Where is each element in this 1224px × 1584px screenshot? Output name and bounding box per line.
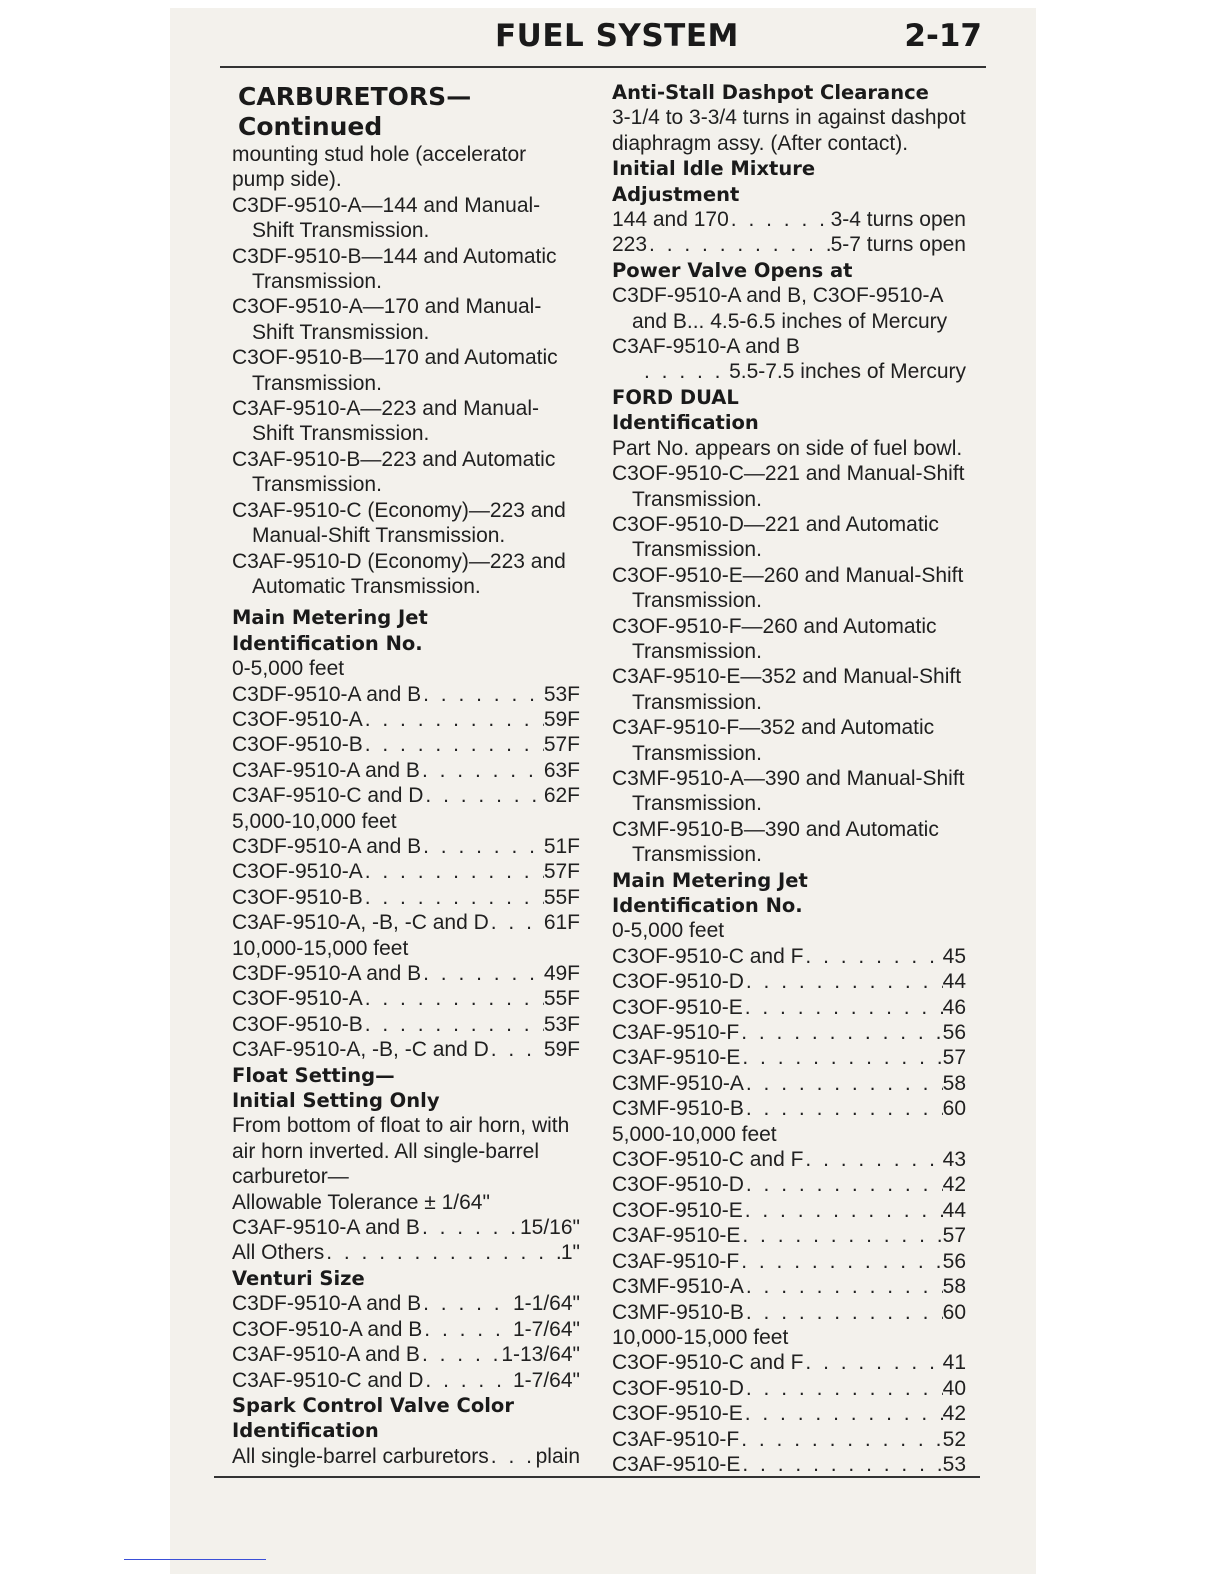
spec-part: C3OF-9510-C and F	[612, 1351, 804, 1375]
spec-part: C3MF-9510-B	[612, 1300, 744, 1324]
subheading-dashpot: Anti-Stall Dashpot Clearance	[612, 81, 929, 104]
spec-part: C3AF-9510-A and B	[232, 1343, 420, 1367]
spec-value: 41	[942, 1351, 966, 1375]
altitude-label: 0-5,000 feet	[612, 919, 725, 943]
part-description: C3AF-9510-C (Economy)—223 and Manual-Shift Transmission.	[232, 498, 566, 548]
spec-value: 1-7/64"	[513, 1317, 580, 1341]
spec-row	[232, 1342, 580, 1367]
part-description: C3MF-9510-A—390 and Manual-Shift Transmission.	[612, 766, 965, 816]
subheading-line: Identification No.	[232, 631, 423, 655]
spec-row	[612, 1223, 966, 1248]
spec-value: 44	[942, 970, 966, 994]
footer-link-underline	[124, 1559, 266, 1560]
spec-part: C3OF-9510-B	[232, 733, 363, 757]
dot-leader	[740, 1452, 942, 1477]
spec-part: C3AF-9510-E	[612, 1224, 741, 1248]
power-valve-sub: C3AF-9510-A and B	[612, 335, 800, 359]
dot-leader	[744, 1096, 943, 1121]
dot-leader	[744, 1071, 943, 1096]
subheading-main-metering-jet	[232, 605, 580, 656]
spec-value: 5.5-7.5 inches of Mercury	[729, 360, 966, 384]
subheading-line: Identification No.	[612, 894, 803, 917]
spec-part: C3AF-9510-E	[612, 1046, 741, 1070]
spec-value: 62F	[543, 784, 580, 808]
section-title	[232, 82, 580, 142]
spec-value: 59F	[543, 707, 580, 731]
spec-part: C3DF-9510-A and B	[232, 1292, 422, 1316]
dot-leader	[420, 1342, 501, 1367]
spec-value: 56	[942, 1249, 966, 1273]
subheading-line: Initial Idle Mixture	[612, 157, 816, 181]
spec-row	[612, 1147, 966, 1172]
spec-part: C3AF-9510-A and B	[232, 1216, 420, 1240]
spec-part: C3OF-9510-E	[612, 1198, 743, 1222]
altitude-label: 10,000-15,000 feet	[232, 936, 409, 960]
subheading-spark-control	[232, 1393, 580, 1444]
spec-part: All Others	[232, 1241, 325, 1265]
spec-value: 55F	[543, 885, 580, 909]
dot-leader	[363, 707, 544, 732]
dot-leader	[363, 1012, 544, 1037]
spec-row	[612, 1452, 966, 1477]
spec-part: C3AF-9510-A, -B, -C and D	[232, 1038, 489, 1062]
spec-row	[232, 758, 580, 783]
part-description: C3DF-9510-B—144 and Automatic Transmission.	[232, 244, 557, 294]
spec-value: 42	[942, 1173, 966, 1197]
spec-part: C3OF-9510-A and B	[232, 1317, 423, 1341]
subheading-line: Main Metering Jet	[232, 606, 428, 630]
subheading-line: Main Metering Jet	[612, 868, 808, 892]
spec-part: C3OF-9510-E	[612, 1402, 743, 1426]
spec-value: 53F	[543, 1012, 580, 1036]
spec-value: 1-7/64"	[513, 1368, 580, 1392]
header-rule	[220, 66, 986, 68]
spec-part: C3OF-9510-C and F	[612, 944, 804, 968]
spec-row	[612, 1198, 966, 1223]
spec-row	[612, 1427, 966, 1452]
spec-part: C3OF-9510-A	[232, 987, 363, 1011]
subheading-float-setting	[232, 1063, 580, 1114]
dot-leader	[739, 1020, 942, 1045]
spec-value: 61F	[543, 911, 580, 935]
dot-leader	[803, 1147, 942, 1172]
subheading-venturi-size: Venturi Size	[232, 1266, 365, 1290]
part-description: C3OF-9510-C—221 and Manual-Shift Transmission.	[612, 462, 965, 511]
subheading-power-valve: Power Valve Opens at	[612, 258, 853, 282]
spec-row	[612, 944, 966, 969]
subheading-line: Identification	[232, 1419, 379, 1443]
part-description: C3OF-9510-D—221 and Automatic Transmission.	[612, 512, 939, 562]
spec-row	[612, 995, 966, 1020]
spec-row	[232, 859, 580, 884]
dot-leader	[363, 859, 544, 884]
spec-part: C3AF-9510-C and D	[232, 1368, 424, 1392]
subheading-main-metering-jet	[612, 868, 966, 919]
spec-part: C3MF-9510-A	[612, 1071, 744, 1095]
part-description: C3OF-9510-F—260 and Automatic Transmission.	[612, 614, 937, 663]
spec-part: C3OF-9510-E	[612, 995, 743, 1019]
spec-part: C3AF-9510-F	[612, 1021, 740, 1045]
spec-part: C3OF-9510-B	[232, 885, 363, 909]
spec-part: C3AF-9510-A and B	[232, 758, 420, 782]
spec-part: C3OF-9510-B	[232, 1012, 363, 1036]
spec-row	[612, 1376, 966, 1401]
spec-row	[232, 1317, 580, 1342]
spec-part: C3AF-9510-A, -B, -C and D	[232, 911, 489, 935]
spec-value: 57	[942, 1224, 966, 1248]
spec-value: 57F	[543, 860, 580, 884]
dot-leader	[744, 969, 943, 994]
subheading-line: Identification	[612, 411, 759, 435]
part-description: C3AF-9510-B—223 and Automatic Transmission.	[232, 447, 556, 497]
spec-row	[232, 783, 580, 808]
spec-row	[232, 1240, 580, 1265]
intro-text: mounting stud hole (accelerator pump side).	[232, 143, 527, 192]
dot-leader	[489, 1444, 536, 1469]
spec-row	[612, 1096, 966, 1121]
spec-value: 1-1/64"	[513, 1292, 580, 1316]
spec-part: 144 and 170	[612, 208, 729, 232]
footer-rule	[214, 1476, 980, 1478]
page-number: 2-17	[904, 18, 982, 54]
spec-part: C3OF-9510-A	[232, 707, 363, 731]
part-description: C3AF-9510-D (Economy)—223 and Automatic Transmission.	[232, 549, 566, 598]
part-description: C3OF-9510-B—170 and Automatic Transmission.	[232, 346, 558, 395]
spec-row	[612, 1350, 966, 1375]
dot-leader	[744, 1172, 943, 1197]
dot-leader	[420, 758, 544, 783]
spec-row	[232, 910, 580, 935]
part-description: C3OF-9510-A—170 and Manual-Shift Transmission.	[232, 295, 542, 344]
dot-leader	[743, 1401, 943, 1426]
dot-leader	[421, 682, 544, 707]
spec-value: 56	[942, 1021, 966, 1045]
spec-value: 51F	[543, 834, 580, 858]
spec-value: 1"	[560, 1241, 580, 1265]
dot-leader	[647, 232, 831, 257]
spec-row	[612, 1249, 966, 1274]
altitude-label: 5,000-10,000 feet	[232, 809, 397, 833]
dot-leader	[744, 1300, 943, 1325]
dashpot-text: 3-1/4 to 3-3/4 turns in against dashpot diaphragm assy. (After contact).	[612, 106, 966, 155]
dot-leader	[743, 1198, 943, 1223]
left-column	[232, 82, 580, 1469]
spec-value: 55F	[543, 987, 580, 1011]
dot-leader	[740, 1045, 942, 1070]
page-title: FUEL SYSTEM	[495, 18, 739, 54]
spec-row	[612, 1274, 966, 1299]
dot-leader	[422, 1317, 513, 1342]
spec-value: 5-7 turns open	[830, 233, 966, 257]
spec-part: C3OF-9510-C and F	[612, 1148, 804, 1172]
subheading-line: Spark Control Valve Color	[232, 1393, 514, 1417]
spec-part: C3OF-9510-D	[612, 1376, 744, 1400]
dot-leader	[739, 1427, 942, 1452]
spec-part: C3OF-9510-D	[612, 1173, 744, 1197]
dot-leader	[642, 359, 729, 384]
part-description: C3AF-9510-F—352 and Automatic Transmission.	[612, 716, 935, 765]
spec-row	[612, 207, 966, 232]
spec-row	[612, 232, 966, 257]
spec-part: C3OF-9510-D	[612, 970, 744, 994]
spec-value: plain	[535, 1444, 580, 1468]
float-text: From bottom of float to air horn, with air horn inverted. All single-barrel carburetor—	[232, 1114, 570, 1189]
power-valve-text: C3DF-9510-A and B, C3OF-9510-A and B... 4.5-6.5 inches of Mercury	[612, 284, 948, 333]
spec-value: 44	[942, 1198, 966, 1222]
section-title-line: CARBURETORS—	[238, 82, 472, 111]
spec-row	[232, 707, 580, 732]
subheading-ford-dual	[612, 385, 966, 436]
section-title-line: Continued	[238, 112, 383, 141]
spec-row	[232, 682, 580, 707]
spec-row	[232, 1215, 580, 1240]
spec-value: 45	[942, 944, 966, 968]
part-description: C3MF-9510-B—390 and Automatic Transmission.	[612, 817, 939, 867]
spec-part: C3AF-9510-F	[612, 1249, 740, 1273]
dot-leader	[423, 1368, 513, 1393]
spec-value: 60	[942, 1300, 966, 1324]
spec-row	[612, 1020, 966, 1045]
altitude-label: 10,000-15,000 feet	[612, 1325, 789, 1349]
spec-row	[612, 1045, 966, 1070]
spec-value: 40	[942, 1376, 966, 1400]
spec-part: C3DF-9510-A and B	[232, 682, 422, 706]
spec-value: 57F	[543, 733, 580, 757]
spec-row	[612, 1300, 966, 1325]
subheading-line: FORD DUAL	[612, 385, 739, 409]
part-description: C3OF-9510-E—260 and Manual-Shift Transmission.	[612, 563, 964, 613]
dot-leader	[421, 961, 544, 986]
dot-leader	[744, 1376, 943, 1401]
spec-part: All single-barrel carburetors	[232, 1444, 489, 1468]
spec-value: 46	[942, 995, 966, 1019]
spec-value: 15/16"	[519, 1216, 580, 1240]
page-header	[220, 18, 986, 66]
spec-value: 1-13/64"	[501, 1343, 580, 1367]
spec-value: 42	[942, 1402, 966, 1426]
dot-leader	[324, 1240, 561, 1265]
spec-row	[232, 961, 580, 986]
dot-leader	[421, 834, 544, 859]
dot-leader	[803, 944, 942, 969]
spec-value: 53F	[543, 682, 580, 706]
spec-row	[232, 1037, 580, 1062]
altitude-label: 5,000-10,000 feet	[612, 1122, 777, 1146]
spec-row	[612, 1071, 966, 1096]
spec-value: 63F	[543, 758, 580, 782]
spec-value: 43	[942, 1148, 966, 1172]
spec-value: 3-4 turns open	[830, 208, 966, 232]
dot-leader	[420, 1215, 520, 1240]
spec-row	[612, 1172, 966, 1197]
subheading-line: Initial Setting Only	[232, 1089, 440, 1113]
spec-row	[232, 1012, 580, 1037]
dot-leader	[729, 207, 831, 232]
spec-row	[612, 969, 966, 994]
spec-value: 49F	[543, 962, 580, 985]
spec-value: 58	[942, 1275, 966, 1299]
dot-leader	[363, 986, 544, 1011]
spec-value: 60	[942, 1097, 966, 1121]
spec-part: C3AF-9510-F	[612, 1427, 740, 1451]
dual-intro: Part No. appears on side of fuel bowl.	[612, 436, 963, 460]
spec-row	[232, 732, 580, 757]
spec-value: 53	[942, 1452, 966, 1476]
spec-value: 58	[942, 1071, 966, 1095]
dot-leader	[423, 783, 543, 808]
dot-leader	[803, 1350, 942, 1375]
tolerance-text: Allowable Tolerance ± 1/64"	[232, 1190, 490, 1214]
spec-row	[232, 986, 580, 1011]
spec-part: C3AF-9510-C and D	[232, 784, 424, 808]
spec-row	[612, 1401, 966, 1426]
spec-part: C3DF-9510-A and B	[232, 834, 422, 858]
spec-part: C3MF-9510-A	[612, 1275, 744, 1299]
dot-leader	[363, 885, 544, 910]
right-column	[612, 80, 966, 1477]
dot-leader	[740, 1223, 942, 1248]
spec-row	[612, 359, 966, 384]
spec-part: C3OF-9510-A	[232, 860, 363, 884]
spec-part: 223	[612, 233, 648, 257]
spec-row	[232, 1368, 580, 1393]
part-description: C3AF-9510-E—352 and Manual-Shift Transmission.	[612, 665, 962, 714]
spec-part: C3AF-9510-E	[612, 1452, 741, 1476]
spec-value: 57	[942, 1046, 966, 1070]
spec-part: C3DF-9510-A and B	[232, 962, 422, 985]
dot-leader	[363, 732, 544, 757]
subheading-line: Float Setting—	[232, 1063, 395, 1087]
spec-row	[232, 885, 580, 910]
spec-row	[232, 834, 580, 859]
spec-value: 59F	[543, 1038, 580, 1062]
spec-value: 52	[942, 1427, 966, 1451]
subheading-line: Adjustment	[612, 182, 740, 206]
dot-leader	[744, 1274, 943, 1299]
part-description: C3AF-9510-A—223 and Manual-Shift Transmission.	[232, 397, 540, 446]
spec-row	[232, 1291, 580, 1316]
subheading-idle-mixture	[612, 156, 966, 207]
part-description: C3DF-9510-A—144 and Manual-Shift Transmission.	[232, 193, 541, 243]
spec-part: C3MF-9510-B	[612, 1097, 744, 1121]
altitude-label: 0-5,000 feet	[232, 657, 345, 681]
dot-leader	[743, 995, 943, 1020]
dot-leader	[739, 1249, 942, 1274]
dot-leader	[489, 1037, 544, 1062]
dot-leader	[489, 910, 544, 935]
spec-row	[232, 1444, 580, 1469]
dot-leader	[421, 1291, 513, 1316]
